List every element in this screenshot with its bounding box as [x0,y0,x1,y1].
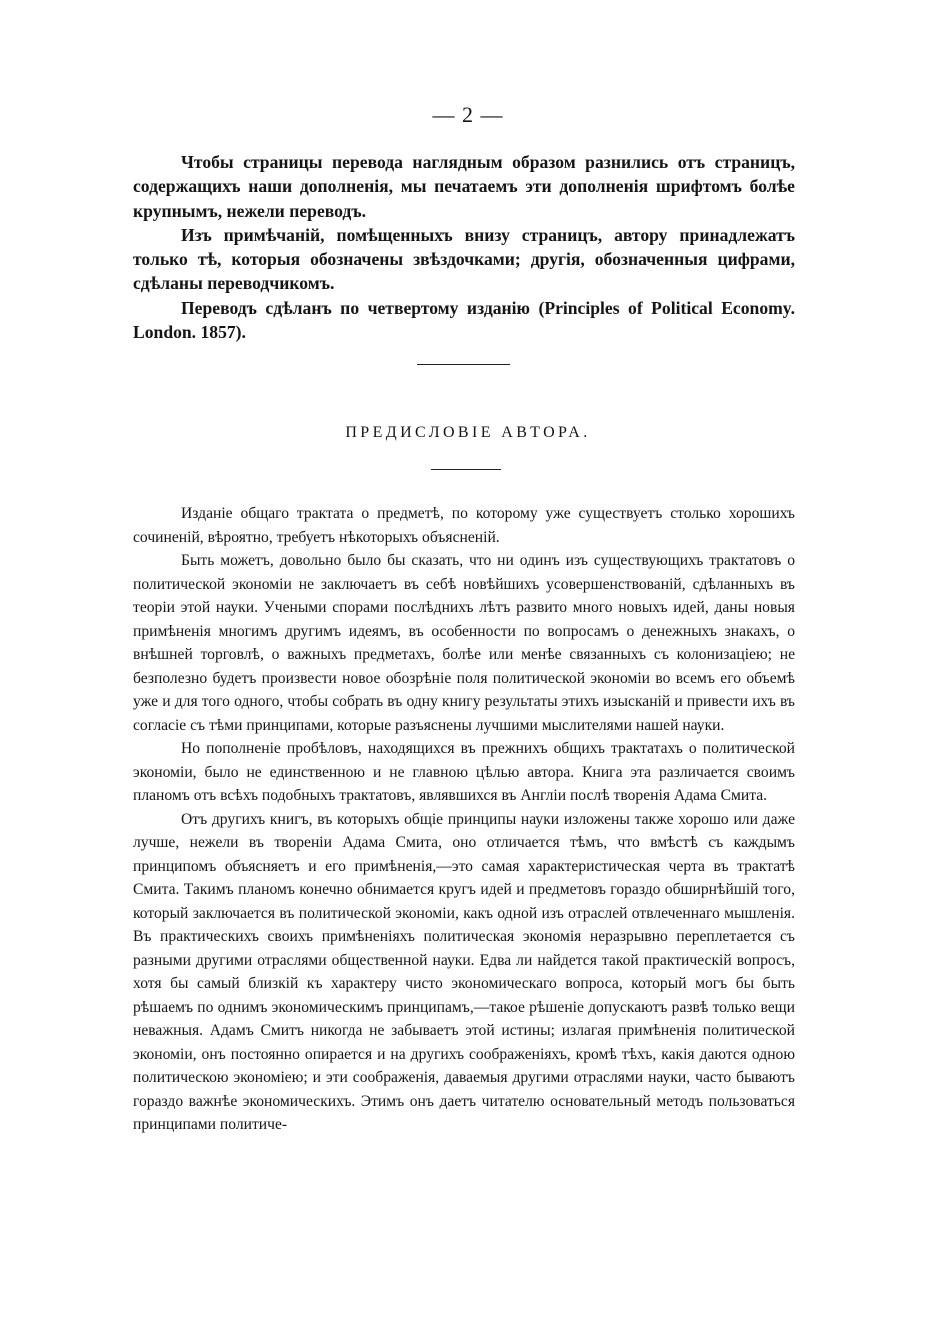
section-divider [417,364,510,365]
translator-note-paragraph: Чтобы страницы перевода наглядным образом разнились отъ страницъ, содержащихъ наши дополненія, мы печатаемъ эти дополненія шрифтомъ болѣе крупнымъ, нежели переводъ. [133,152,795,221]
preface-paragraph: Отъ другихъ книгъ, въ которыхъ общіе принципы науки изложены также хорошо или даже лучше, нежели въ твореніи Адама Смита, оно отличается тѣмъ, что вмѣстѣ съ каждымъ принципомъ объясняетъ и его примѣненія,—это самая характеристическая черта въ трактатѣ Смита. Такимъ планомъ конечно обнимается кругъ идей и предметовъ гораздо обширнѣйшій того, который заключается въ политической экономіи, какъ одной изъ отраслей отвлеченнаго мышленія. Въ практическихъ своихъ примѣненіяхъ политическая экономія неразрывно переплетается съ разными другими отраслями общественной науки. Едва ли найдется такой практическій вопросъ, хотя бы самый близкій къ характеру чисто экономическаго вопроса, который могъ бы быть рѣшаемъ по однимъ экономическимъ принципамъ,—такое рѣшеніе допускаютъ развѣ только вещи неважныя. Адамъ Смитъ никогда не забываетъ этой истины; излагая примѣненія политической экономіи, онъ постоянно опирается и на другихъ соображеніяхъ, кромѣ тѣхъ, какія даются одною политическою экономіею; и эти соображенія, даваемыя другими отраслями науки, часто бываютъ гораздо важнѣе экономическихъ. Этимъ онъ даетъ читателю основательный методъ пользоваться принципами политиче- [133,810,795,1133]
translator-note-paragraph: Изъ примѣчаній, помѣщенныхъ внизу страницъ, автору принадлежатъ только тѣ, которыя обозначены звѣздочками; другія, обозначенныя цифрами, сдѣланы переводчикомъ. [133,224,795,294]
preface-paragraph: Изданіе общаго трактата о предметѣ, по которому уже существуетъ столько хорошихъ сочиненій, вѣроятно, требуетъ нѣкоторыхъ объясненій. [133,505,795,546]
translator-note [133,150,795,344]
preface-body [133,502,795,1137]
page-number: — 2 — [432,102,504,127]
translator-note-paragraph: Переводъ сдѣланъ по четвертому изданію (Principles of Political Economy. London. 1857). [133,297,795,343]
heading-underline [431,469,501,470]
preface-paragraph: Но пополненіе пробѣловъ, находящихся въ прежнихъ общихъ трактатахъ о политической экономіи, было не единственною и не главною цѣлью автора. Книга эта различается своимъ планомъ отъ всѣхъ подобныхъ трактатовъ, являвшихся въ Англіи послѣ творенія Адама Смита. [133,740,795,804]
preface-heading: ПРЕДИСЛОВІЕ АВТОРА. [345,424,591,441]
preface-paragraph: Быть можетъ, довольно было бы сказать, что ни одинъ изъ существующихъ трактатовъ о политической экономіи не заключаетъ въ себѣ новѣйшихъ усовершенствованій, сдѣланныхъ въ теоріи этой науки. Учеными спорами послѣднихъ лѣтъ развито много новыхъ идей, даны новыя примѣненія многимъ другимъ идеямъ, въ особенности по вопросамъ о денежныхъ знакахъ, о внѣшней торговлѣ, о важныхъ предметахъ, болѣе или менѣе связанныхъ съ колонизаціею; не безполезно будетъ произвести новое обозрѣніе поля политической экономіи во всемъ его объемѣ уже и для того одного, чтобы собрать въ одну книгу результаты этихъ изысканій и привести ихъ въ согласіе съ тѣми принципами, которые разъяснены лучшими мыслителями нашей науки. [133,552,795,734]
